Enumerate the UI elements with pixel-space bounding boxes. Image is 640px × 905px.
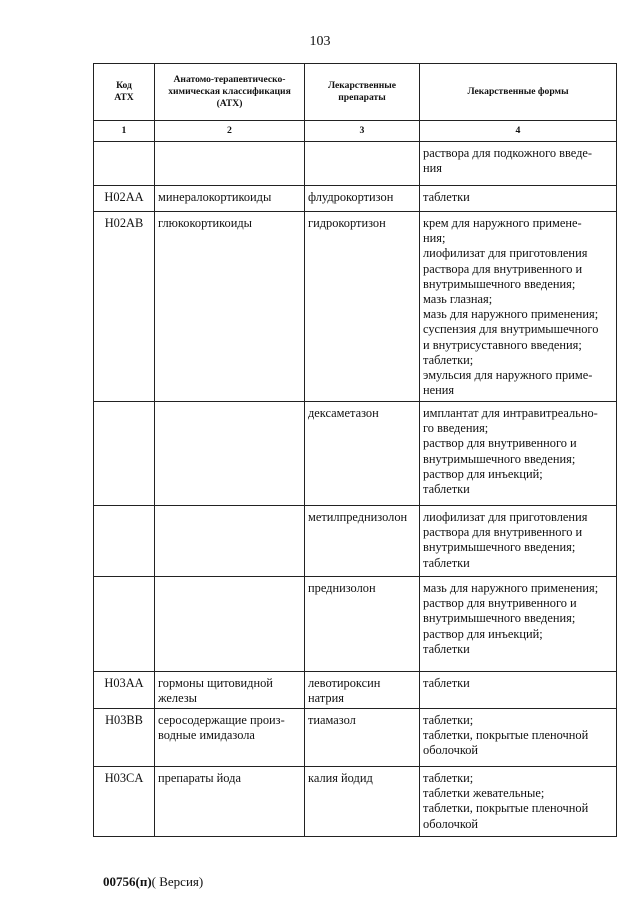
drug-name-line: калия йодид [308,771,373,785]
dosage-form-line: раствор для инъекций; [423,466,543,481]
table-row [94,506,617,577]
header-forms-line: Лекарственные формы [467,86,569,97]
dosage-forms-cell [420,186,617,212]
table-row [94,767,617,837]
classification-line: глюкокортикоиды [158,216,252,230]
dosage-form-line: оболочкой [423,743,479,758]
header-forms [420,64,617,121]
header-classification-line: Анатомо-терапевтическо- [173,74,286,85]
header-code-line: АТХ [114,92,134,103]
dosage-form-line: таблетки [423,555,470,570]
dosage-form-line: раствор для внутривенного и [423,596,577,611]
dosage-form-line: оболочкой [423,816,479,831]
classification-line: гормоны щитовидной [158,676,273,690]
dosage-form-line: эмульсия для наружного приме- [423,368,593,383]
dosage-form-line: таблетки, покрытые пленочной [423,801,589,816]
dosage-form-line: го введения; [423,421,489,436]
dosage-form-line: внутримышечного введения; [423,451,576,466]
atx-table [93,63,617,837]
dosage-forms-cell [420,402,617,506]
dosage-forms-cell [420,672,617,709]
classification-cell [155,506,305,577]
drug-cell [305,767,420,837]
column-number: 2 [155,121,305,142]
header-row [94,64,617,121]
table-row [94,142,617,186]
table-row [94,577,617,672]
atx-code-cell: H02AB [94,212,155,402]
drug-name-line: натрия [308,691,344,706]
drug-cell [305,186,420,212]
dosage-form-line: имплантат для интравитреально- [423,406,598,420]
table-row [94,709,617,767]
atx-code-cell: H03BB [94,709,155,767]
dosage-form-line: раствора для подкожного введе- [423,146,593,160]
drug-cell [305,577,420,672]
classification-cell [155,186,305,212]
classification-cell [155,709,305,767]
drug-cell [305,142,420,186]
classification-cell [155,577,305,672]
document-code: 00756(п) [103,874,152,889]
drug-cell [305,402,420,506]
drug-name-line: преднизолон [308,581,376,595]
drug-name-line: метилпреднизолон [308,510,408,524]
drug-cell [305,212,420,402]
column-number: 4 [420,121,617,142]
dosage-forms-cell [420,767,617,837]
drug-name-line: дексаметазон [308,406,379,420]
dosage-form-line: внутримышечного введения; [423,611,576,626]
header-classification [155,64,305,121]
dosage-form-line: ния [423,161,442,176]
dosage-form-line: раствор для инъекций; [423,626,543,641]
dosage-form-line: таблетки [423,190,470,204]
dosage-form-line: лиофилизат для приготовления [423,510,588,524]
classification-line: серосодержащие произ- [158,713,285,727]
atx-code-cell: H03CA [94,767,155,837]
dosage-forms-cell [420,506,617,577]
dosage-form-line: таблетки жевательные; [423,786,545,801]
dosage-form-line: таблетки [423,482,470,497]
header-drugs [305,64,420,121]
classification-cell [155,142,305,186]
dosage-form-line: таблетки, покрытые пленочной [423,728,589,743]
dosage-form-line: раствора для внутривенного и [423,525,583,540]
atx-code-cell [94,506,155,577]
header-drugs-line: Лекарственные [327,80,397,91]
classification-cell [155,672,305,709]
header-code-line: Код [116,80,132,91]
table-row [94,402,617,506]
table-row [94,212,617,402]
dosage-form-line: таблетки; [423,352,474,367]
drug-name-line: флудрокортизон [308,190,394,204]
dosage-form-line: раствор для внутривенного и [423,436,577,451]
version-label: ( Версия) [151,874,204,889]
drug-name-line: левотироксин [308,676,381,690]
dosage-form-line: таблетки; [423,771,474,785]
classification-cell [155,212,305,402]
drug-cell [305,506,420,577]
atx-code-cell [94,577,155,672]
dosage-form-line: внутримышечного введения; [423,276,576,291]
column-number: 1 [94,121,155,142]
atx-code-cell: H03AA [94,672,155,709]
column-number: 3 [305,121,420,142]
dosage-form-line: внутримышечного введения; [423,540,576,555]
table-row [94,186,617,212]
dosage-form-line: мазь для наружного применения; [423,581,599,595]
header-classification-line: (АТХ) [216,98,243,109]
dosage-form-line: лиофилизат для приготовления [423,246,588,261]
drug-name-line: тиамазол [308,713,356,727]
dosage-form-line: ния; [423,231,446,246]
header-code [94,64,155,121]
drug-name-line: гидрокортизон [308,216,386,230]
classification-line: минералокортикоиды [158,190,272,204]
dosage-forms-cell [420,212,617,402]
drug-cell [305,672,420,709]
classification-cell [155,402,305,506]
dosage-form-line: таблетки; [423,713,474,727]
table-body [94,142,617,837]
classification-line: железы [158,691,197,706]
header-classification-line: химическая классификация [168,86,291,97]
atx-code-cell [94,402,155,506]
classification-line: водные имидазола [158,728,255,743]
classification-line: препараты йода [158,771,241,785]
footer [103,874,203,890]
dosage-forms-cell [420,577,617,672]
column-numbers-row [94,121,617,142]
classification-cell [155,767,305,837]
dosage-forms-cell [420,142,617,186]
drug-cell [305,709,420,767]
dosage-form-line: таблетки [423,641,470,656]
page-number: 103 [309,34,331,49]
dosage-form-line: и внутрисуставного введения; [423,337,582,352]
header-drugs-line: препараты [338,92,386,103]
dosage-form-line: мазь для наружного применения; [423,307,599,322]
atx-code-cell [94,142,155,186]
dosage-form-line: нения [423,383,455,398]
dosage-form-line: суспензия для внутримышечного [423,322,599,337]
dosage-forms-cell [420,709,617,767]
atx-code-cell: H02AA [94,186,155,212]
dosage-form-line: таблетки [423,676,470,690]
dosage-form-line: крем для наружного примене- [423,216,582,230]
table-row [94,672,617,709]
dosage-form-line: раствора для внутривенного и [423,261,583,276]
dosage-form-line: мазь глазная; [423,292,493,307]
